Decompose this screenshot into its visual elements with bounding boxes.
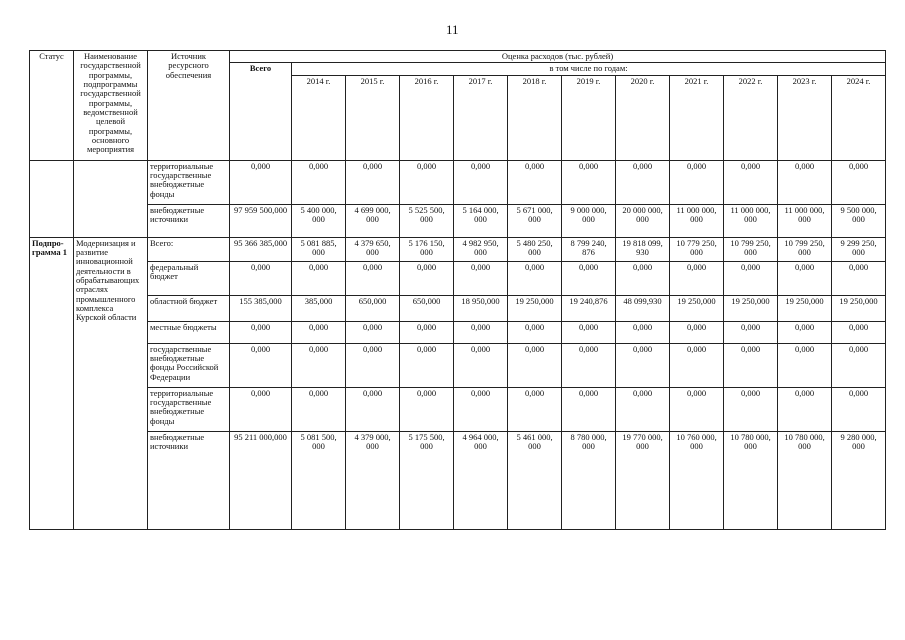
year-value-cell: 0,000 [778, 387, 832, 431]
year-value-cell: 19 250,000 [724, 295, 778, 321]
header-source: Источник ресурсного обеспечения [148, 51, 230, 161]
year-value-cell: 0,000 [454, 343, 508, 387]
year-value-cell: 0,000 [346, 160, 400, 204]
header-by-years: в том числе по годам: [292, 63, 886, 75]
year-value-cell: 10 760 000, 000 [670, 431, 724, 529]
year-value-cell: 0,000 [400, 321, 454, 343]
subprogram-status: Подпро-грамма 1 [30, 237, 74, 529]
total-cell: 0,000 [230, 261, 292, 295]
source-cell: государственные внебюджетные фонды Российской Федерации [148, 343, 230, 387]
budget-table [29, 50, 886, 530]
year-value-cell: 9 500 000, 000 [832, 204, 886, 237]
source-cell: внебюджетные источники [148, 431, 230, 529]
header-year: 2022 г. [724, 75, 778, 160]
source-cell: местные бюджеты [148, 321, 230, 343]
table-row [30, 204, 886, 237]
year-value-cell: 19 250,000 [832, 295, 886, 321]
total-cell: 0,000 [230, 160, 292, 204]
year-value-cell: 0,000 [508, 321, 562, 343]
year-value-cell: 650,000 [400, 295, 454, 321]
year-value-cell: 0,000 [832, 261, 886, 295]
year-value-cell: 19 250,000 [778, 295, 832, 321]
total-cell: 95 211 000,000 [230, 431, 292, 529]
year-value-cell: 0,000 [724, 160, 778, 204]
year-value-cell: 4 699 000, 000 [346, 204, 400, 237]
year-value-cell: 5 164 000, 000 [454, 204, 508, 237]
source-cell: областной бюджет [148, 295, 230, 321]
header-year: 2020 г. [616, 75, 670, 160]
year-value-cell: 0,000 [346, 261, 400, 295]
year-value-cell: 11 000 000, 000 [670, 204, 724, 237]
year-value-cell: 0,000 [616, 387, 670, 431]
year-value-cell: 0,000 [562, 321, 616, 343]
header-total: Всего [230, 63, 292, 160]
year-value-cell: 48 099,930 [616, 295, 670, 321]
year-value-cell: 18 950,000 [454, 295, 508, 321]
table-row [30, 387, 886, 431]
year-value-cell: 9 000 000, 000 [562, 204, 616, 237]
header-year: 2023 г. [778, 75, 832, 160]
year-value-cell: 0,000 [616, 343, 670, 387]
year-value-cell: 0,000 [346, 387, 400, 431]
year-value-cell: 20 000 000, 000 [616, 204, 670, 237]
source-cell: Всего: [148, 237, 230, 261]
year-value-cell: 10 780 000, 000 [724, 431, 778, 529]
year-value-cell: 0,000 [670, 160, 724, 204]
year-value-cell: 0,000 [562, 261, 616, 295]
year-value-cell: 0,000 [346, 343, 400, 387]
total-cell: 0,000 [230, 343, 292, 387]
year-value-cell: 0,000 [616, 321, 670, 343]
budget-table-wrapper [29, 50, 886, 530]
year-value-cell: 0,000 [400, 387, 454, 431]
year-value-cell: 19 250,000 [670, 295, 724, 321]
year-value-cell: 0,000 [562, 160, 616, 204]
source-cell: федеральный бюджет [148, 261, 230, 295]
header-year: 2015 г. [346, 75, 400, 160]
year-value-cell: 0,000 [508, 261, 562, 295]
total-cell: 0,000 [230, 321, 292, 343]
total-cell: 0,000 [230, 387, 292, 431]
year-value-cell: 0,000 [454, 387, 508, 431]
year-value-cell: 0,000 [724, 387, 778, 431]
year-value-cell: 0,000 [400, 160, 454, 204]
year-value-cell: 5 461 000, 000 [508, 431, 562, 529]
year-value-cell: 0,000 [454, 321, 508, 343]
total-cell: 155 385,000 [230, 295, 292, 321]
header-year: 2019 г. [562, 75, 616, 160]
year-value-cell: 0,000 [562, 387, 616, 431]
table-row [30, 321, 886, 343]
year-value-cell: 10 779 250, 000 [670, 237, 724, 261]
year-value-cell: 5 400 000, 000 [292, 204, 346, 237]
year-value-cell: 0,000 [508, 343, 562, 387]
source-cell: внебюджетные источники [148, 204, 230, 237]
subprogram-name: Модернизация и развитие инновационной деятельности в обрабатывающих отраслях промышленного комплекса Курской области [74, 237, 148, 529]
year-value-cell: 10 799 250, 000 [724, 237, 778, 261]
year-value-cell: 4 982 950, 000 [454, 237, 508, 261]
year-value-cell: 0,000 [670, 321, 724, 343]
year-value-cell: 0,000 [454, 160, 508, 204]
year-value-cell: 9 280 000, 000 [832, 431, 886, 529]
year-value-cell: 0,000 [832, 160, 886, 204]
table-row [30, 431, 886, 529]
year-value-cell: 0,000 [670, 387, 724, 431]
year-value-cell: 19 250,000 [508, 295, 562, 321]
year-value-cell: 0,000 [292, 343, 346, 387]
year-value-cell: 0,000 [832, 343, 886, 387]
year-value-cell: 0,000 [778, 261, 832, 295]
source-cell: территориальные государственные внебюджетные фонды [148, 160, 230, 204]
table-row [30, 261, 886, 295]
year-value-cell: 385,000 [292, 295, 346, 321]
year-value-cell: 0,000 [346, 321, 400, 343]
year-value-cell: 0,000 [562, 343, 616, 387]
year-value-cell: 0,000 [724, 343, 778, 387]
year-value-cell: 0,000 [778, 160, 832, 204]
year-value-cell: 0,000 [616, 261, 670, 295]
year-value-cell: 0,000 [616, 160, 670, 204]
total-cell: 95 366 385,000 [230, 237, 292, 261]
year-value-cell: 4 964 000, 000 [454, 431, 508, 529]
year-value-cell: 0,000 [292, 160, 346, 204]
year-value-cell: 5 525 500, 000 [400, 204, 454, 237]
total-cell: 97 959 500,000 [230, 204, 292, 237]
table-row [30, 343, 886, 387]
table-row [30, 160, 886, 204]
year-value-cell: 0,000 [832, 321, 886, 343]
year-value-cell: 0,000 [778, 321, 832, 343]
source-cell: территориальные государственные внебюджетные фонды [148, 387, 230, 431]
header-estimate: Оценка расходов (тыс. рублей) [230, 51, 886, 63]
table-row [30, 295, 886, 321]
year-value-cell: 0,000 [400, 343, 454, 387]
header-name: Наименование государственной программы, подпрограммы государственной программы, ведомственной целевой программы, основного мероприятия [74, 51, 148, 161]
year-value-cell: 11 000 000, 000 [724, 204, 778, 237]
year-value-cell: 0,000 [454, 261, 508, 295]
year-value-cell: 10 780 000, 000 [778, 431, 832, 529]
year-value-cell: 4 379 000, 000 [346, 431, 400, 529]
header-year: 2017 г. [454, 75, 508, 160]
year-value-cell: 5 671 000, 000 [508, 204, 562, 237]
year-value-cell: 0,000 [400, 261, 454, 295]
year-value-cell: 11 000 000, 000 [778, 204, 832, 237]
year-value-cell: 9 299 250, 000 [832, 237, 886, 261]
table-row [30, 237, 886, 261]
status-cell-empty [30, 160, 74, 237]
year-value-cell: 0,000 [832, 387, 886, 431]
year-value-cell: 5 081 500, 000 [292, 431, 346, 529]
year-value-cell: 0,000 [670, 343, 724, 387]
year-value-cell: 0,000 [292, 261, 346, 295]
year-value-cell: 0,000 [724, 321, 778, 343]
year-value-cell: 5 081 885, 000 [292, 237, 346, 261]
header-status: Статус [30, 51, 74, 161]
year-value-cell: 5 480 250, 000 [508, 237, 562, 261]
year-value-cell: 19 818 099, 930 [616, 237, 670, 261]
year-value-cell: 10 799 250, 000 [778, 237, 832, 261]
year-value-cell: 4 379 650, 000 [346, 237, 400, 261]
year-value-cell: 650,000 [346, 295, 400, 321]
year-value-cell: 5 176 150, 000 [400, 237, 454, 261]
year-value-cell: 0,000 [778, 343, 832, 387]
header-year: 2024 г. [832, 75, 886, 160]
year-value-cell: 8 799 240, 876 [562, 237, 616, 261]
page-number: 11 [446, 22, 459, 37]
year-value-cell: 0,000 [508, 160, 562, 204]
year-value-cell: 19 240,876 [562, 295, 616, 321]
header-year: 2018 г. [508, 75, 562, 160]
header-year: 2014 г. [292, 75, 346, 160]
year-value-cell: 0,000 [724, 261, 778, 295]
header-year: 2016 г. [400, 75, 454, 160]
name-cell-empty [74, 160, 148, 237]
header-row-1 [30, 51, 886, 63]
year-value-cell: 5 175 500, 000 [400, 431, 454, 529]
year-value-cell: 0,000 [292, 387, 346, 431]
year-value-cell: 0,000 [670, 261, 724, 295]
year-value-cell: 0,000 [292, 321, 346, 343]
year-value-cell: 0,000 [508, 387, 562, 431]
year-value-cell: 19 770 000, 000 [616, 431, 670, 529]
year-value-cell: 8 780 000, 000 [562, 431, 616, 529]
header-year: 2021 г. [670, 75, 724, 160]
